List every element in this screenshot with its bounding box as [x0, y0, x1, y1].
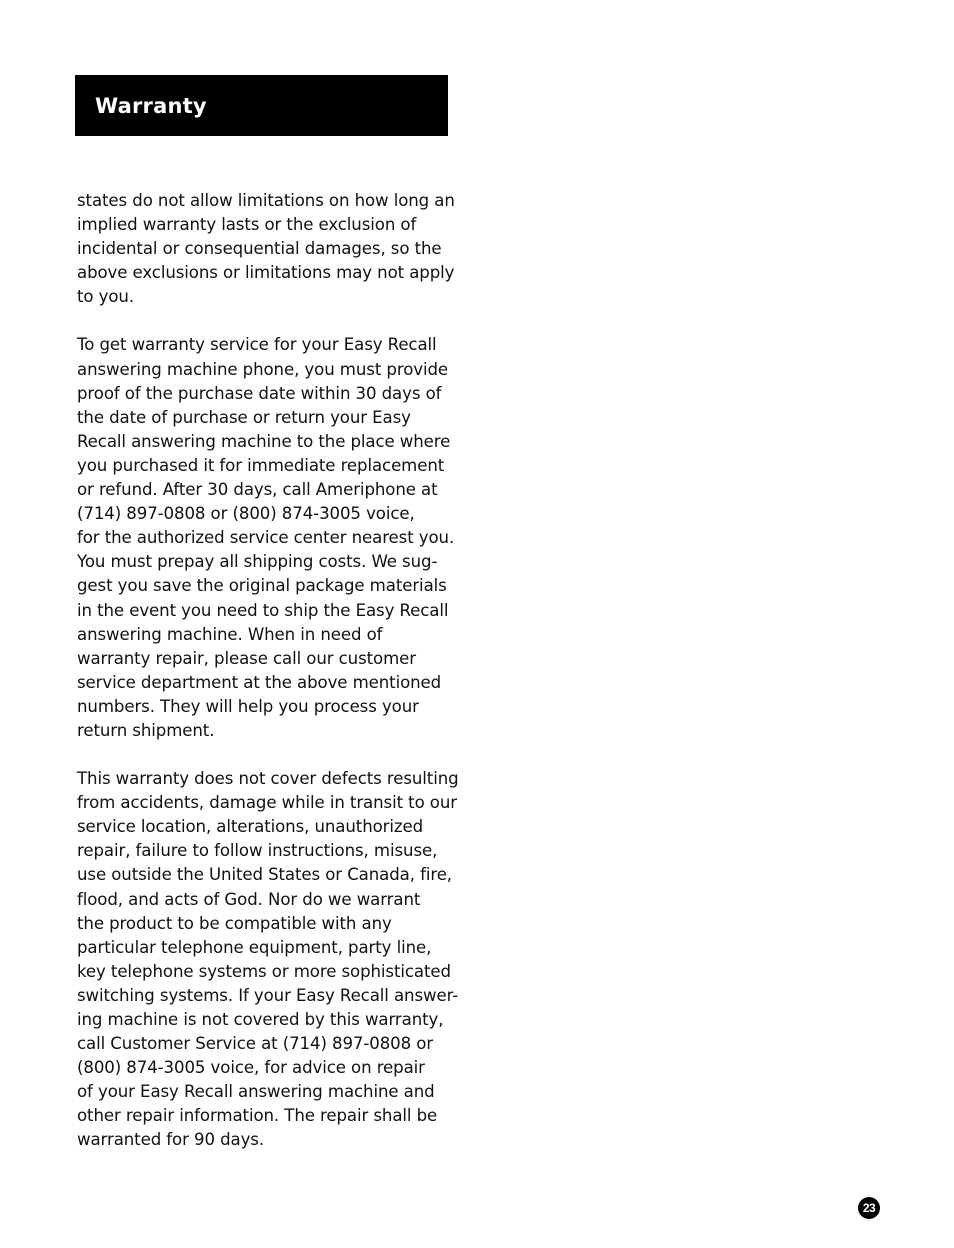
text-line: numbers. They will help you process your [77, 696, 419, 716]
text-line: of your Easy Recall answering machine and [77, 1082, 435, 1102]
text-line: answering machine. When in need of [77, 624, 383, 644]
text-line: gest you save the original package materials [77, 576, 447, 596]
text-line: You must prepay all shipping costs. We sug- [77, 552, 438, 572]
text-line: (714) 897-0808 or (800) 874-3005 voice, [77, 504, 415, 524]
text-line: warranted for 90 days. [77, 1130, 265, 1150]
text-line: to you. [77, 287, 134, 307]
text-line: ing machine is not covered by this warranty, [77, 1010, 444, 1029]
text-line: switching systems. If your Easy Recall answer- [77, 985, 459, 1005]
body-text-column [77, 189, 459, 1153]
text-line: the date of purchase or return your Easy [77, 407, 411, 427]
text-line: service location, alterations, unauthorized [77, 817, 424, 837]
text-line: use outside the United States or Canada, fire, [77, 865, 452, 885]
text-line: repair, failure to follow instructions, misuse, [77, 841, 438, 861]
text-line: implied warranty lasts or the exclusion of [77, 215, 417, 235]
text-line: you purchased it for immediate replacement [77, 455, 445, 475]
text-line: call Customer Service at (714) 897-0808 or [77, 1034, 434, 1054]
text-line: flood, and acts of God. Nor do we warrant [77, 889, 421, 909]
text-line: the product to be compatible with any [77, 913, 392, 933]
text-line: other repair information. The repair shall be [77, 1106, 438, 1126]
text-line: answering machine phone, you must provide [77, 359, 449, 379]
paragraph-warranty-service [77, 333, 455, 743]
text-line: particular telephone equipment, party line, [77, 937, 432, 957]
text-line: or refund. After 30 days, call Ameriphone at [77, 480, 438, 500]
text-line: Recall answering machine to the place where [77, 431, 451, 451]
section-title: Warranty [95, 93, 207, 118]
text-line: from accidents, damage while in transit to our [77, 793, 457, 813]
page-number-badge: 23 [858, 1197, 880, 1219]
paragraph-exclusions [77, 767, 459, 1153]
text-line: To get warranty service for your Easy Recall [77, 335, 437, 355]
text-line: proof of the purchase date within 30 days of [77, 383, 442, 403]
text-line: warranty repair, please call our customer [77, 648, 416, 668]
text-line: return shipment. [77, 720, 215, 740]
text-line: in the event you need to ship the Easy Recall [77, 600, 449, 620]
text-line: for the authorized service center nearest you. [77, 528, 455, 548]
text-line: (800) 874-3005 voice, for advice on repair [77, 1058, 425, 1078]
text-line: This warranty does not cover defects resulting [77, 769, 459, 789]
text-line: incidental or consequential damages, so the [77, 239, 442, 259]
text-line: states do not allow limitations on how long an [77, 191, 455, 210]
text-line: above exclusions or limitations may not apply [77, 263, 455, 283]
paragraph-limitations [77, 189, 455, 309]
text-line: service department at the above mentioned [77, 672, 442, 692]
text-line: key telephone systems or more sophisticated [77, 961, 451, 981]
section-header-bar [75, 75, 448, 136]
